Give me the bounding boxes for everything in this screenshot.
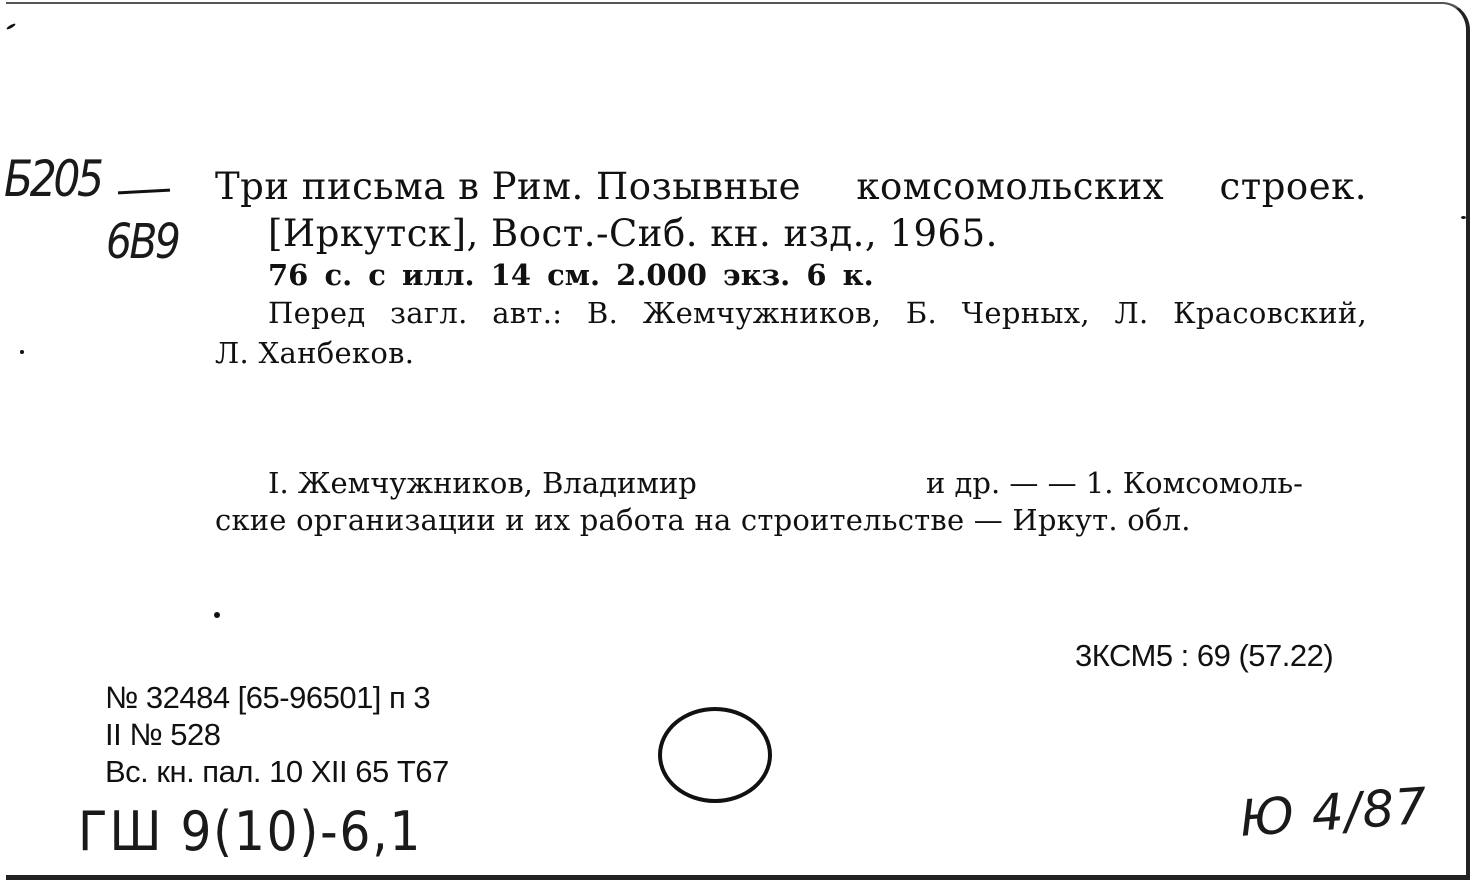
tracing-author: I. Жемчужников, Владимир xyxy=(268,466,697,500)
chamber-date-line: Вс. кн. пал. 10 XII 65 Т67 xyxy=(105,754,449,789)
order-number-line: № 32484 [65-96501] п 3 xyxy=(105,680,431,715)
shelf-mark-handwritten: ГШ 9(10)-6,1 xyxy=(78,800,423,863)
call-number-bottom: 6В9 xyxy=(106,214,179,270)
stamp-circle-icon xyxy=(658,707,772,803)
classification-code: 3КСМ5 : 69 (57.22) xyxy=(1075,638,1334,673)
inventory-mark-handwritten: Ю 4/87 xyxy=(1238,776,1430,848)
tracing-subject-start: и др. — — 1. Комсомоль- xyxy=(926,466,1303,500)
author-note-line1: Перед загл. авт.: В. Жемчужников, Б. Черных, Л. Красовский, xyxy=(268,296,1367,330)
series-number-line: II № 528 xyxy=(105,717,221,752)
call-number-top: Б205 xyxy=(4,150,101,208)
title-part-3: строек. xyxy=(1219,165,1367,208)
author-note-line2: Л. Ханбеков. xyxy=(215,336,415,370)
title-part-2: комсомольских xyxy=(856,165,1165,208)
scan-speck xyxy=(1461,216,1466,219)
tracing-line2: ские организации и их работа на строительстве — Иркут. обл. xyxy=(215,503,1191,537)
title-part-1: Три письма в Рим. Позывные xyxy=(215,165,802,208)
scan-speck xyxy=(214,612,220,618)
title-line xyxy=(215,165,1367,208)
scan-speck xyxy=(20,350,24,354)
physical-description: 76 с. с илл. 14 см. 2.000 экз. 6 к. xyxy=(268,258,874,292)
imprint-line: [Иркутск], Вост.-Сиб. кн. изд., 1965. xyxy=(268,212,998,255)
